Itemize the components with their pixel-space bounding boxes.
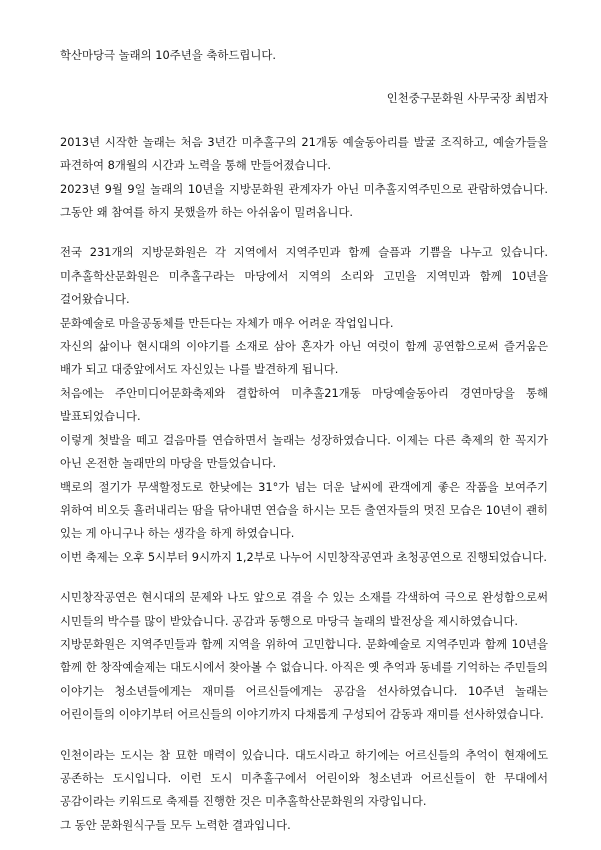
opening-line: 학산마당극 놀래의 10주년을 축하드립니다.	[60, 48, 277, 62]
section-gap	[60, 224, 548, 241]
section-gap	[60, 727, 548, 744]
section-3	[60, 586, 548, 726]
section-1	[60, 131, 548, 225]
section-4	[60, 744, 548, 838]
paragraph: 백로의 절기가 무색할정도로 한낮에는 31°가 넘는 더운 날씨에 관객에게 좋은 작품을 보여주기 위하여 비오듯 흘러내리는 땀을 닦아내면 연습을 하시는 모든 출연자들의 멋진 모습은 10년이 괜히 있는 게 아니구나 하는 생각을 하게 하였습니다.	[60, 479, 548, 541]
paragraph: 지방문화원은 지역주민들과 함께 지역을 위하여 고민합니다. 문화예술로 지역주민과 함께 10년을 함께 한 창작예술제는 대도시에서 찾아볼 수 없습니다. 아직은 옛 추억과 동네를 기억하는 주민들의 이야기는 청소년들에게는 재미를 어르신들에게는 공감을 선사하였습니다. 10주년 놀래는 어린이들의 이야기부터 어르신들의 이야기까지 다채롭게 구성되어 감동과 재미를 선사하였습니다.	[60, 636, 548, 722]
paragraph: 시민창작공연은 현시대의 문제와 나도 앞으로 겪을 수 있는 소재를 각색하여 극으로 완성함으로써 시민들의 박수를 많이 받았습니다. 공감과 동행으로 마당극 놀래의 발전상을 제시하였습니다.	[60, 590, 548, 628]
paragraph: 자신의 삶이나 현시대의 이야기를 소재로 삼아 혼자가 아닌 여럿이 함께 공연함으로써 즐거움은 배가 되고 대중앞에서도 자신있는 나를 발견하게 됩니다.	[60, 339, 548, 377]
letter-page	[60, 44, 548, 837]
section-2	[60, 241, 548, 569]
paragraph: 이렇게 첫발을 떼고 걸음마를 연습하면서 놀래는 성장하였습니다. 이제는 다른 축제의 한 꼭지가 아닌 온전한 놀래만의 마당을 만들었습니다.	[60, 432, 548, 471]
section-gap	[60, 569, 548, 586]
paragraph: 전국 231개의 지방문화원은 각 지역에서 지역주민과 함께 슬픔과 기쁨을 나누고 있습니다. 미추홀학산문화원은 미추홀구라는 마당에서 지역의 소리와 고민을 지역민과 함께 10년을 걸어왔습니다.	[60, 245, 548, 307]
paragraph: 문화예술로 마을공동체를 만든다는 자체가 매우 어려운 작업입니다.	[60, 315, 394, 330]
paragraph: 처음에는 주안미디어문화축제와 결합하여 미추홀21개동 마당예술동아리 경연마당을 통해 발표되었습니다.	[60, 385, 548, 424]
paragraph: 2023년 9월 9일 놀래의 10년을 지방문화원 관계자가 아닌 미추홀지역주민으로 관람하였습니다. 그동안 왜 참여를 하지 못했을까 하는 아쉬움이 밀려옵니다.	[60, 181, 548, 220]
paragraph: 2013년 시작한 놀래는 처음 3년간 미추홀구의 21개동 예술동아리를 발굴 조직하고, 예술가들을 파견하여 8개월의 시간과 노력을 통해 만들어졌습니다.	[60, 134, 548, 173]
paragraph: 그 동안 문화원식구들 모두 노력한 결과입니다.	[60, 817, 291, 832]
paragraph: 이번 축제는 오후 5시부터 9시까지 1,2부로 나누어 시민창작공연과 초청공연으로 진행되었습니다.	[60, 549, 547, 564]
paragraph: 인천이라는 도시는 참 묘한 매력이 있습니다. 대도시라고 하기에는 어르신들의 추억이 현재에도 공존하는 도시입니다. 이런 도시 미추홀구에서 어린이와 청소년과 어르신들이 한 무대에서 공감이라는 키워드로 축제를 진행한 것은 미추홀학산문화원의 자랑입니다.	[60, 747, 548, 809]
signature-line: 인천중구문화원 사무국장 최범자	[386, 91, 548, 106]
